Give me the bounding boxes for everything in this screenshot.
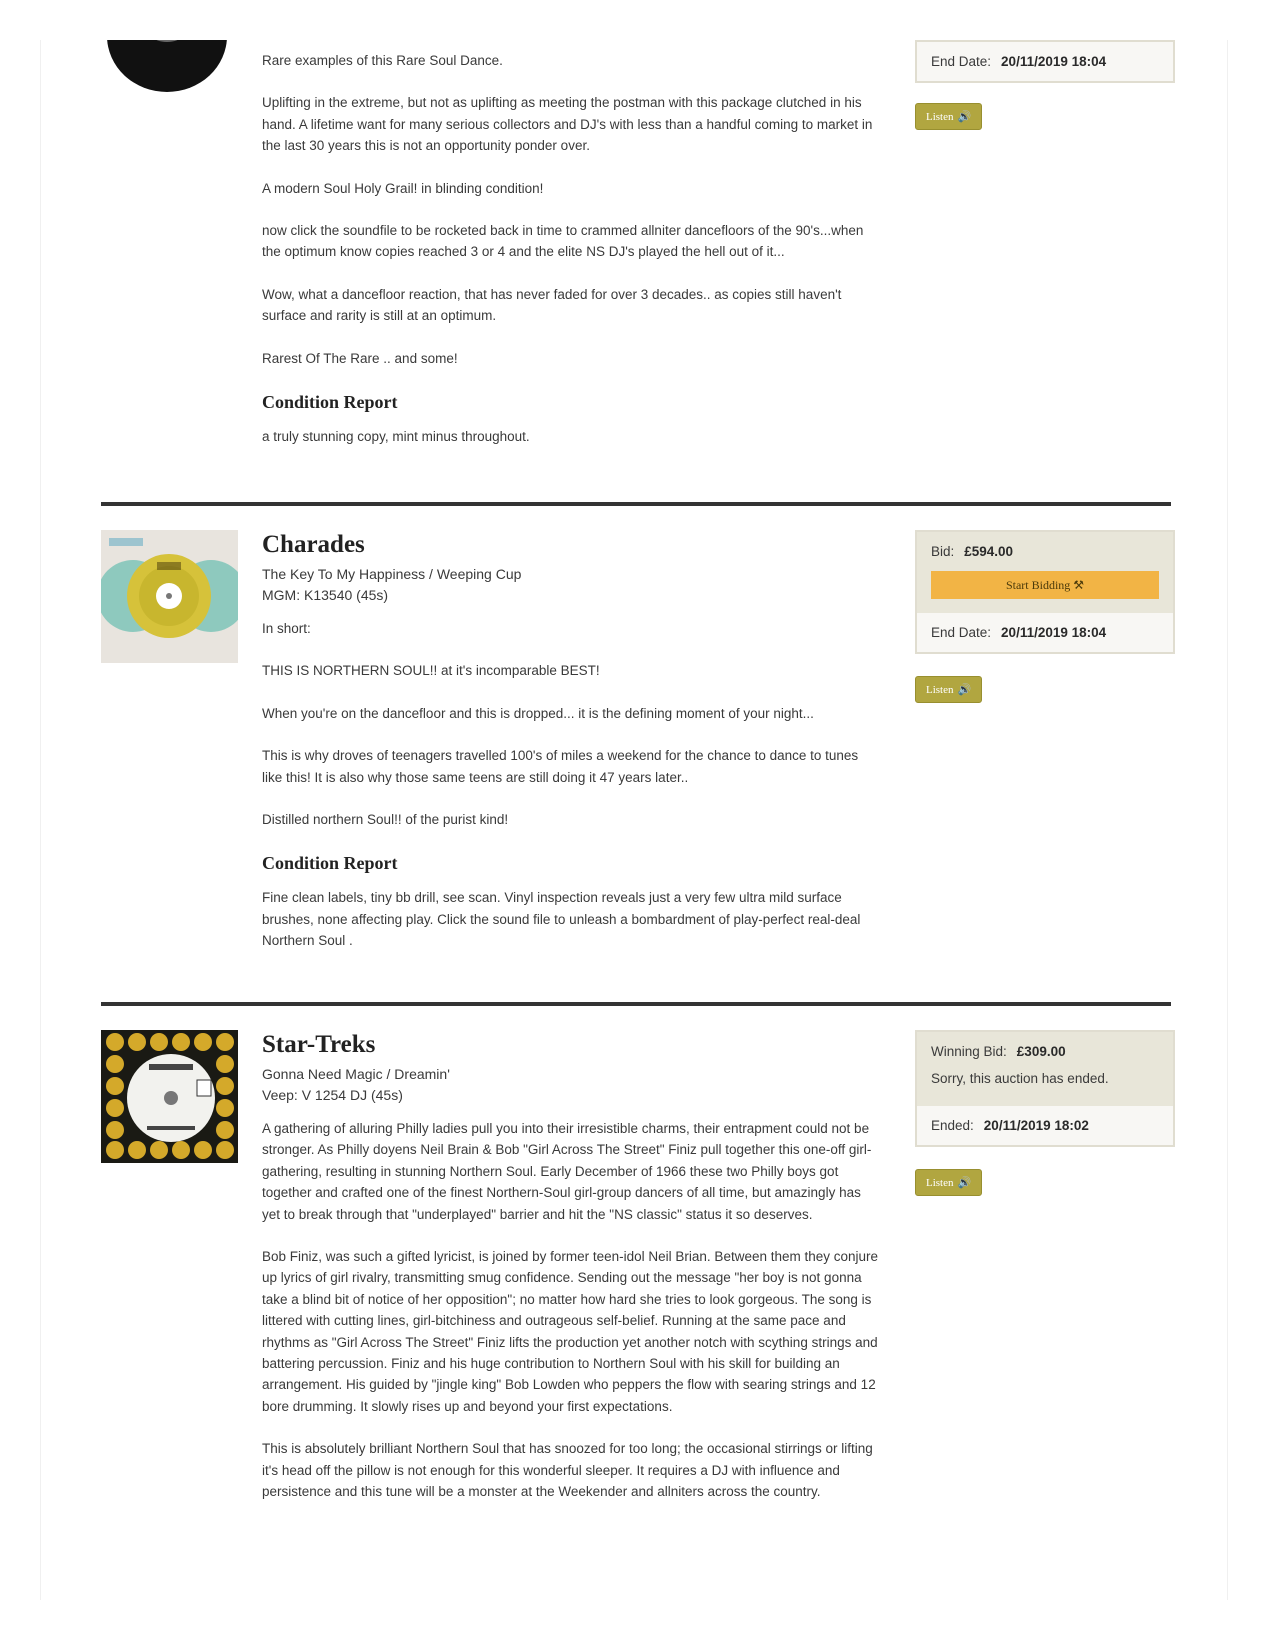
bid-panel [915, 530, 1175, 703]
description-paragraph: When you're on the dancefloor and this is dropped... it is the defining moment of your night... [262, 705, 814, 721]
record-thumbnail[interactable] [101, 1030, 238, 1163]
listen-label: Listen [926, 683, 954, 696]
end-date-value: 20/11/2019 18:04 [1001, 54, 1107, 69]
end-date-label: Ended: [931, 1118, 974, 1133]
bid-box [915, 1030, 1175, 1147]
lot-description [262, 1030, 882, 1524]
winning-bid [917, 1032, 1173, 1071]
bid-panel [915, 1030, 1175, 1196]
end-date [917, 42, 1173, 81]
speaker-icon: 🔊 [957, 111, 972, 123]
bid-label: Winning Bid: [931, 1044, 1007, 1059]
speaker-icon: 🔊 [957, 1177, 972, 1189]
listen-button[interactable] [915, 103, 982, 130]
bid-value: £594.00 [964, 544, 1014, 559]
bid-box [915, 40, 1175, 83]
description-paragraph: THIS IS NORTHERN SOUL!! at it's incomparable BEST! [262, 663, 600, 679]
bid-panel [915, 40, 1175, 130]
lot-description [262, 530, 882, 973]
condition-report-title: Condition Report [262, 853, 398, 874]
end-date [917, 1104, 1173, 1145]
description-paragraph: Wow, what a dancefloor reaction, that has never faded for over 3 decades.. as copies still haven't surface and rarity is still at an optimum. [262, 286, 842, 324]
listen-label: Listen [926, 110, 954, 123]
condition-report-text: Fine clean labels, tiny bb drill, see scan. Vinyl inspection reveals just a very few ultra mild surface brushes, none affecting play. Click the sound file to unleash a bombardment of play-perfect real-deal Northern Soul . [262, 890, 861, 949]
lot-divider [101, 1002, 1171, 1006]
lot-divider [101, 502, 1171, 506]
description-paragraph: A modern Soul Holy Grail! in blinding condition! [262, 180, 544, 196]
listen-label: Listen [926, 1176, 954, 1189]
auction-page [40, 40, 1228, 1600]
description-paragraph: A gathering of alluring Philly ladies pull you into their irresistible charms, their entrapment could not be stronger. As Philly doyens Neil Brain & Bob "Girl Across The Street" Finiz pull together this one-off girl-gathering, resulting in stunning Northern Soul. Early December of 1966 these two Philly boys got together and crafted one of the finest Northern-Soul girl-group dancers of all time, but amazingly has yet to break through that "underplayed" barrier and hit the "NS classic" status it so deserves. [262, 1121, 872, 1222]
gavel-icon: ⚒ [1073, 577, 1085, 592]
lot-charades [101, 502, 1171, 1002]
catalogue-number: MGM: K13540 (45s) [262, 587, 389, 603]
vinyl-record-icon [101, 40, 238, 113]
description-paragraph: This is why droves of teenagers travelled 100's of miles a weekend for the chance to dance to tunes like this! It is also why those same teens are still doing it 47 years later.. [262, 748, 859, 785]
track-titles: The Key To My Happiness / Weeping Cup [262, 566, 522, 582]
listen-button[interactable] [915, 1169, 982, 1196]
description-paragraph: Bob Finiz, was such a gifted lyricist, is joined by former teen-idol Neil Brian. Between them they conjure up lyrics of girl rivalry, transmitting smug confidence. Sending out the message "her boy is not gonna take a blind bit of notice of her opposition"; no matter how hard she tries to look gorgeous. The song is littered with cutting lines, girl-bitchiness and outrageous self-belief. Running at the same pace and rhythms as "Girl Across The Street" Finiz lifts the production yet another notch with scything strings and battering percussion. Finiz and his huge contribution to Northern Soul with his skill for building an arrangement. His guided by "jingle king" Bob Lowden who peppers the flow with searing strings and 12 bore drumming. It slowly rises up and beyond your first expectations. [262, 1249, 879, 1414]
lot-star-treks [101, 1002, 1171, 1600]
description-paragraph: Rarest Of The Rare .. and some! [262, 350, 458, 366]
description-paragraph: now click the soundfile to be rocketed back in time to crammed allniter dancefloors of the 90's...when the optimum know copies reached 3 or 4 and the elite NS DJ's played the hell out of it... [262, 223, 864, 260]
description-paragraph: Rare examples of this Rare Soul Dance. [262, 53, 503, 68]
condition-report-text: a truly stunning copy, mint minus throughout. [262, 429, 530, 445]
description-paragraph: Uplifting in the extreme, but not as uplifting as meeting the postman with this package clutched in his hand. A lifetime want for many serious collectors and DJ's with less than a handful coming to market in the last 30 years this is not an opportunity ponder over. [262, 95, 873, 154]
lot-previous [101, 40, 1171, 500]
listen-button[interactable] [915, 676, 982, 703]
lot-description [262, 50, 882, 468]
artist-title[interactable]: Charades [262, 531, 365, 558]
description-paragraph: In short: [262, 621, 311, 636]
record-thumbnail[interactable] [101, 40, 238, 113]
end-date-label: End Date: [931, 54, 992, 69]
start-bidding-label: Start Bidding [1005, 577, 1071, 592]
auction-ended-message: Sorry, this auction has ended. [931, 1071, 1109, 1086]
end-date-value: 20/11/2019 18:04 [1001, 625, 1107, 640]
description-paragraph: Distilled northern Soul!! of the purist kind! [262, 812, 509, 828]
end-date-label: End Date: [931, 625, 992, 640]
end-date [917, 611, 1173, 652]
record-thumbnail[interactable] [101, 530, 238, 663]
mgm-record-label-icon [101, 530, 238, 663]
end-date-value: 20/11/2019 18:02 [983, 1118, 1089, 1133]
start-bidding-button[interactable] [931, 571, 1159, 599]
current-bid [917, 532, 1173, 571]
bid-label: Bid: [931, 544, 955, 559]
track-titles: Gonna Need Magic / Dreamin' [262, 1066, 450, 1082]
artist-title[interactable]: Star-Treks [262, 1031, 376, 1058]
description-paragraph: This is absolutely brilliant Northern Soul that has snoozed for too long; the occasional stirrings or lifting it's head off the pillow is not enough for this wonderful sleeper. It requires a DJ with influence and persistence and this tune will be a monster at the Weekender and allniters across the country. [262, 1441, 873, 1500]
catalogue-number: Veep: V 1254 DJ (45s) [262, 1087, 403, 1103]
bid-box [915, 530, 1175, 654]
speaker-icon: 🔊 [957, 684, 972, 696]
condition-report-title: Condition Report [262, 392, 398, 413]
veep-record-label-icon [101, 1030, 238, 1163]
bid-value: £309.00 [1016, 1044, 1066, 1059]
